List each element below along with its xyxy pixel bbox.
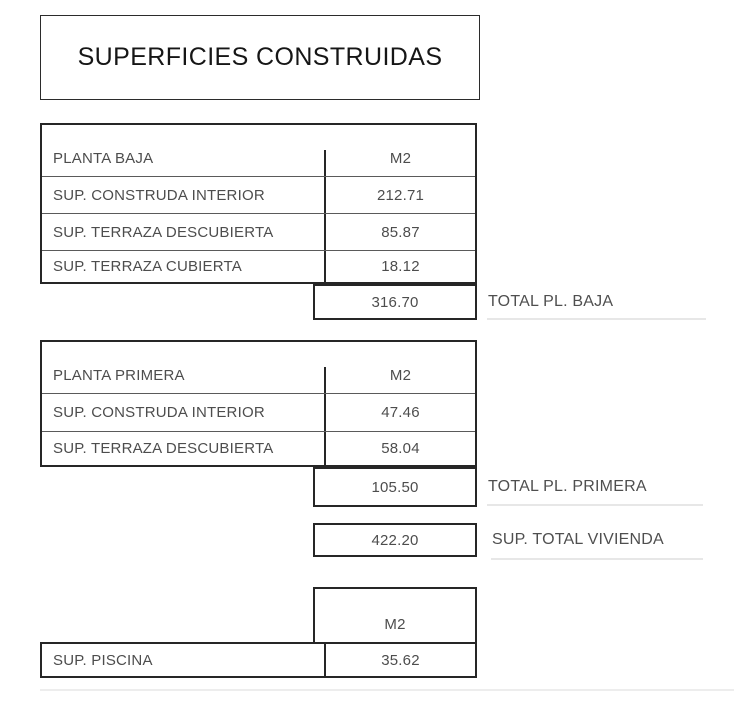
table-row bbox=[42, 644, 475, 676]
ruling-line bbox=[40, 689, 734, 691]
section-header: PLANTA BAJA bbox=[53, 150, 154, 167]
unit-header: M2 bbox=[324, 367, 475, 393]
piscina-unit-box bbox=[313, 587, 477, 642]
unit-header: M2 bbox=[384, 616, 406, 633]
row-value: 85.87 bbox=[324, 214, 475, 250]
total-baja-label: TOTAL PL. BAJA bbox=[488, 293, 614, 310]
total-vivienda-label: SUP. TOTAL VIVIENDA bbox=[492, 531, 664, 548]
total-primera-label: TOTAL PL. PRIMERA bbox=[488, 478, 647, 495]
table-row bbox=[42, 431, 475, 465]
table-planta-primera bbox=[40, 340, 477, 467]
ruling-line bbox=[491, 558, 703, 560]
row-label: SUP. TERRAZA DESCUBIERTA bbox=[53, 440, 274, 457]
section-header: PLANTA PRIMERA bbox=[53, 367, 185, 384]
table-row bbox=[42, 342, 475, 393]
table-piscina bbox=[40, 642, 477, 678]
total-primera-box bbox=[313, 467, 477, 507]
table-row bbox=[42, 213, 475, 250]
title-box bbox=[40, 15, 480, 100]
total-primera-value: 105.50 bbox=[371, 478, 419, 496]
unit-header: M2 bbox=[324, 150, 475, 176]
row-label: SUP. PISCINA bbox=[53, 651, 153, 669]
table-row bbox=[42, 125, 475, 176]
total-vivienda-value: 422.20 bbox=[371, 531, 419, 549]
table-planta-baja bbox=[40, 123, 477, 284]
total-vivienda-box bbox=[313, 523, 477, 557]
row-value: 47.46 bbox=[324, 394, 475, 431]
row-value: 212.71 bbox=[324, 177, 475, 213]
table-row bbox=[42, 250, 475, 282]
row-label: SUP. CONSTRUDA INTERIOR bbox=[53, 186, 265, 204]
row-value: 35.62 bbox=[324, 644, 475, 676]
total-baja-box bbox=[313, 284, 477, 320]
row-label: SUP. CONSTRUDA INTERIOR bbox=[53, 404, 265, 421]
row-label: SUP. TERRAZA CUBIERTA bbox=[53, 258, 242, 275]
page-title: SUPERFICIES CONSTRUIDAS bbox=[77, 43, 443, 71]
total-baja-value: 316.70 bbox=[371, 293, 419, 311]
row-value: 18.12 bbox=[324, 251, 475, 282]
row-value: 58.04 bbox=[324, 432, 475, 465]
ruling-line bbox=[487, 318, 706, 320]
row-label: SUP. TERRAZA DESCUBIERTA bbox=[53, 223, 274, 241]
table-row bbox=[42, 393, 475, 431]
ruling-line bbox=[487, 504, 703, 506]
table-row bbox=[42, 176, 475, 213]
